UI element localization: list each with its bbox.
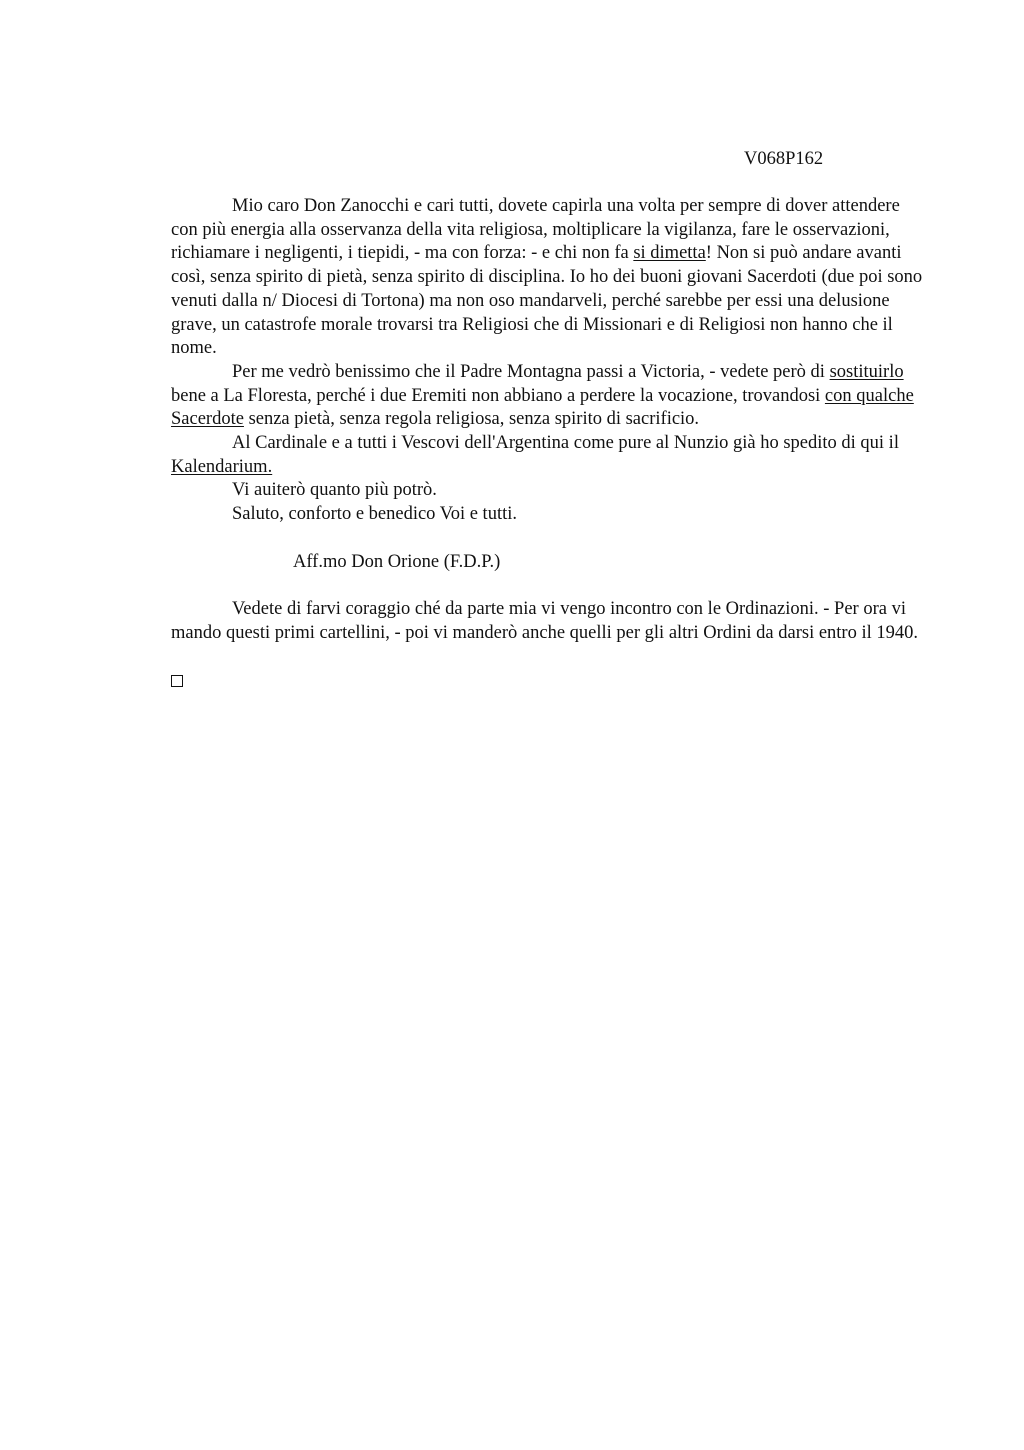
blank-line bbox=[171, 574, 923, 598]
paragraph-3 bbox=[171, 432, 923, 479]
postscript: Vedete di farvi coraggio ché da parte mia vi vengo incontro con le Ordinazioni. - Per ora vi mando questi primi cartellini, - poi vi manderò anche quelli per gli altri Ordini da darsi entro il 1940. bbox=[171, 598, 919, 643]
paragraph-1-text-b: ! Non si può andare avanti così, senza spirito di pietà, senza spirito di disciplina. Io ho dei buoni giovani Sacerdoti (due poi sono venuti dalla n/ Diocesi di Tortona) ma non oso mandarveli, perché sarebbe per essi una delusione grave, un catastrofe morale trovarsi tra Religiosi che di Missionari e di Religiosi non hanno che il nome. bbox=[171, 243, 923, 359]
paragraph-2-text-c: senza pietà, senza regola religiosa, senza spirito di sacrificio. bbox=[243, 409, 700, 430]
signature: Aff.mo Don Orione (F.D.P.) bbox=[293, 551, 501, 572]
blank-line bbox=[171, 645, 923, 669]
blank-line bbox=[171, 527, 923, 551]
paragraph-3-text-a: Al Cardinale e a tutti i Vescovi dell'Argentina come pure al Nunzio già ho spedito di qui il bbox=[232, 433, 899, 454]
paragraph-5: Saluto, conforto e benedico Voi e tutti. bbox=[232, 504, 517, 525]
paragraph-2-text-b: bene a La Floresta, perché i due Eremiti non abbiano a perdere la vocazione, trovandosi bbox=[171, 385, 825, 406]
underlined-sostituirlo: sostituirlo bbox=[829, 361, 904, 382]
underlined-si-dimetta: si dimetta bbox=[633, 243, 706, 264]
paragraph-1-text-a: Mio caro Don Zanocchi e cari tutti, dovete capirla una volta per sempre di dover attendere con più energia alla osservanza della vita religiosa, moltiplicare la vigilanza, fare le osservazioni, richiamare i negligenti, i tiepidi, - ma con forza: - e chi non fa bbox=[171, 196, 900, 264]
underlined-con-qualche-sacerdote: con qualche Sacerdote bbox=[171, 385, 914, 430]
end-marker bbox=[171, 669, 923, 695]
paragraph-2 bbox=[171, 361, 923, 432]
reference-code: V068P162 bbox=[744, 149, 824, 169]
underlined-kalendarium: Kalendarium. bbox=[171, 456, 273, 477]
paragraph-4: Vi auiterò quanto più potrò. bbox=[232, 480, 437, 501]
letter-body bbox=[171, 195, 923, 695]
paragraph-1 bbox=[171, 195, 923, 361]
paragraph-2-text-a: Per me vedrò benissimo che il Padre Montagna passi a Victoria, - vedete però di bbox=[232, 361, 830, 382]
empty-square-icon bbox=[171, 675, 183, 687]
